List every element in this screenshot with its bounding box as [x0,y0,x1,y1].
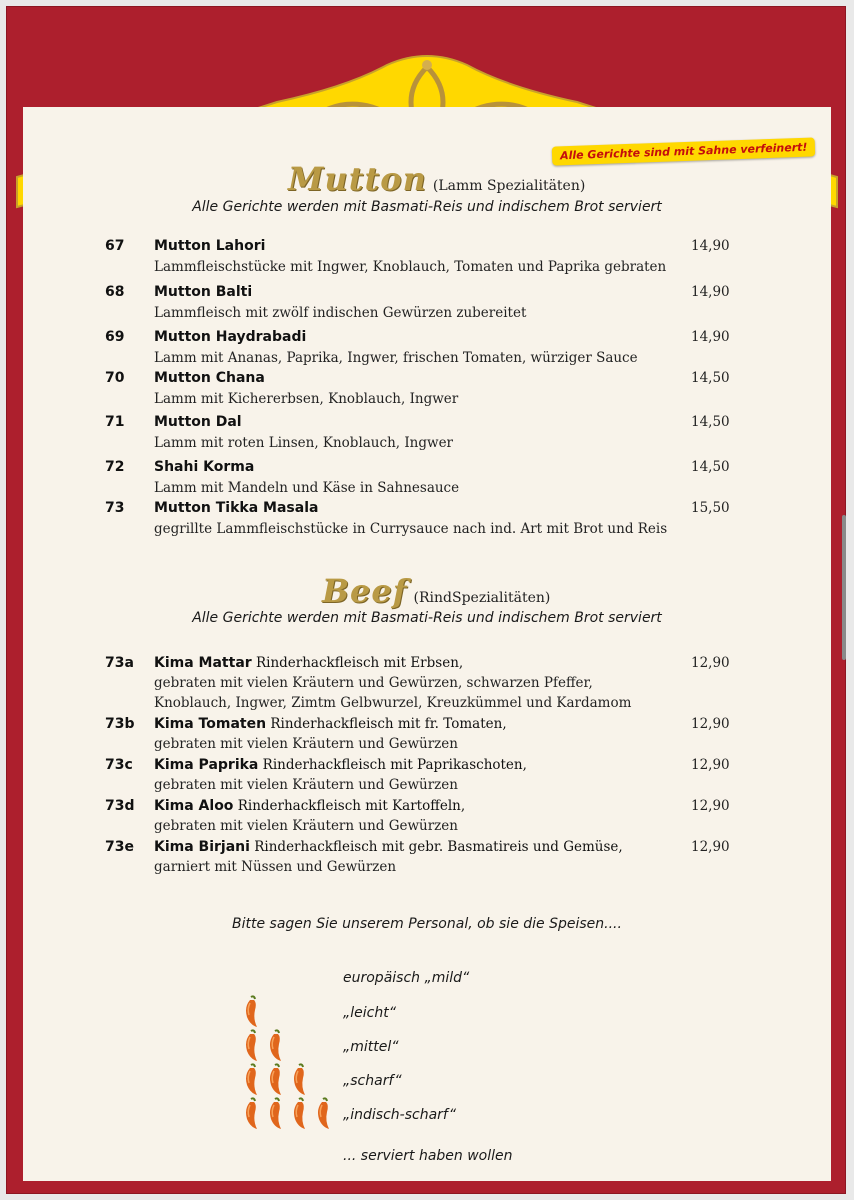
item-description: Rinderhackfleisch mit Erbsen, [251,655,464,671]
mutton-subtitle: (Lamm Spezialitäten) [432,178,586,194]
item-name: Kima Mattar [154,655,252,671]
chili-pepper-icon [242,995,262,1033]
item-description: Lamm mit Mandeln und Käse in Sahnesauce [154,480,460,496]
item-price: 14,50 [691,370,730,386]
item-description: Rinderhackfleisch mit gebr. Basmatireis und Gemüse, [249,839,623,855]
beef-title: Beef [322,572,408,610]
chili-pepper-icon [266,1029,286,1067]
item-price: 14,50 [691,459,730,475]
item-number: 72 [105,459,125,475]
item-name: Mutton Tikka Masala [154,500,319,516]
item-number: 73a [105,655,134,671]
mutton-title: Mutton [288,160,427,198]
spice-level-label: europäisch „mild“ [343,970,470,986]
item-number: 73d [105,798,135,814]
item-description: Lamm mit roten Linsen, Knoblauch, Ingwer [154,435,454,451]
spice-level-label: „indisch-scharf“ [343,1107,457,1123]
item-price: 12,90 [691,839,730,855]
item-name-line [154,757,527,773]
chili-pepper-icon [242,1029,262,1067]
item-description-line: Knoblauch, Ingwer, Zimtm Gelbwurzel, Kreuzkümmel und Kardamom [154,695,632,711]
chili-pepper-icon [242,1063,262,1101]
scrollbar[interactable] [842,515,846,660]
item-name: Kima Paprika [154,757,259,773]
item-description-line: gebraten mit vielen Kräutern und Gewürzen, schwarzen Pfeffer, [154,675,593,691]
beef-note: Alle Gerichte werden mit Basmati-Reis und indischem Brot serviert [192,610,662,626]
item-description: Rinderhackfleisch mit Kartoffeln, [233,798,466,814]
item-description: Rinderhackfleisch mit fr. Tomaten, [266,716,507,732]
item-description: Lamm mit Kichererbsen, Knoblauch, Ingwer [154,391,459,407]
beef-heading [322,572,550,610]
item-number: 73b [105,716,135,732]
chili-pepper-icon [290,1097,310,1135]
item-number: 70 [105,370,125,386]
item-number: 69 [105,329,125,345]
item-price: 14,90 [691,284,730,300]
item-price: 12,90 [691,716,730,732]
item-price: 12,90 [691,757,730,773]
item-price: 12,90 [691,798,730,814]
item-description-line: gebraten mit vielen Kräutern und Gewürzen [154,777,458,793]
mutton-note: Alle Gerichte werden mit Basmati-Reis und indischem Brot serviert [192,199,662,215]
item-name-line [154,839,623,855]
chili-pepper-icon [242,1097,262,1135]
item-name: Mutton Dal [154,414,242,430]
item-name: Shahi Korma [154,459,255,475]
item-description: gegrillte Lammfleischstücke in Currysauce nach ind. Art mit Brot und Reis [154,521,668,537]
chili-pepper-icon [314,1097,334,1135]
item-name-line [154,716,507,732]
item-name: Kima Aloo [154,798,234,814]
item-price: 14,50 [691,414,730,430]
item-price: 14,90 [691,329,730,345]
cream-notice-badge: Alle Gerichte sind mit Sahne verfeinert! [552,137,816,165]
spice-level-label: „mittel“ [343,1039,399,1055]
item-number: 73c [105,757,133,773]
beef-subtitle: (RindSpezialitäten) [413,590,551,606]
spice-outro: ... serviert haben wollen [343,1148,513,1164]
spice-level-label: „scharf“ [343,1073,402,1089]
item-name: Mutton Haydrabadi [154,329,307,345]
item-name-line [154,798,465,814]
item-number: 73 [105,500,125,516]
mutton-heading [288,160,585,198]
item-name-line [154,655,463,671]
chili-pepper-icon [290,1063,310,1101]
item-number: 73e [105,839,134,855]
spice-level-label: „leicht“ [343,1005,396,1021]
item-description: Lamm mit Ananas, Paprika, Ingwer, frischen Tomaten, würziger Sauce [154,350,638,366]
item-description-line: garniert mit Nüssen und Gewürzen [154,859,397,875]
item-number: 68 [105,284,125,300]
item-name: Kima Birjani [154,839,250,855]
spice-intro: Bitte sagen Sie unserem Personal, ob sie die Speisen.... [232,916,622,932]
item-description: Lammfleischstücke mit Ingwer, Knoblauch, Tomaten und Paprika gebraten [154,259,667,275]
item-name: Mutton Lahori [154,238,266,254]
chili-pepper-icon [266,1063,286,1101]
chili-pepper-icon [266,1097,286,1135]
item-description: Lammfleisch mit zwölf indischen Gewürzen zubereitet [154,305,527,321]
item-number: 71 [105,414,125,430]
item-name: Mutton Chana [154,370,265,386]
item-number: 67 [105,238,125,254]
item-description-line: gebraten mit vielen Kräutern und Gewürzen [154,818,458,834]
item-price: 15,50 [691,500,730,516]
item-description-line: gebraten mit vielen Kräutern und Gewürzen [154,736,458,752]
item-name: Mutton Balti [154,284,253,300]
item-description: Rinderhackfleisch mit Paprikaschoten, [258,757,527,773]
item-name: Kima Tomaten [154,716,267,732]
item-price: 14,90 [691,238,730,254]
item-price: 12,90 [691,655,730,671]
